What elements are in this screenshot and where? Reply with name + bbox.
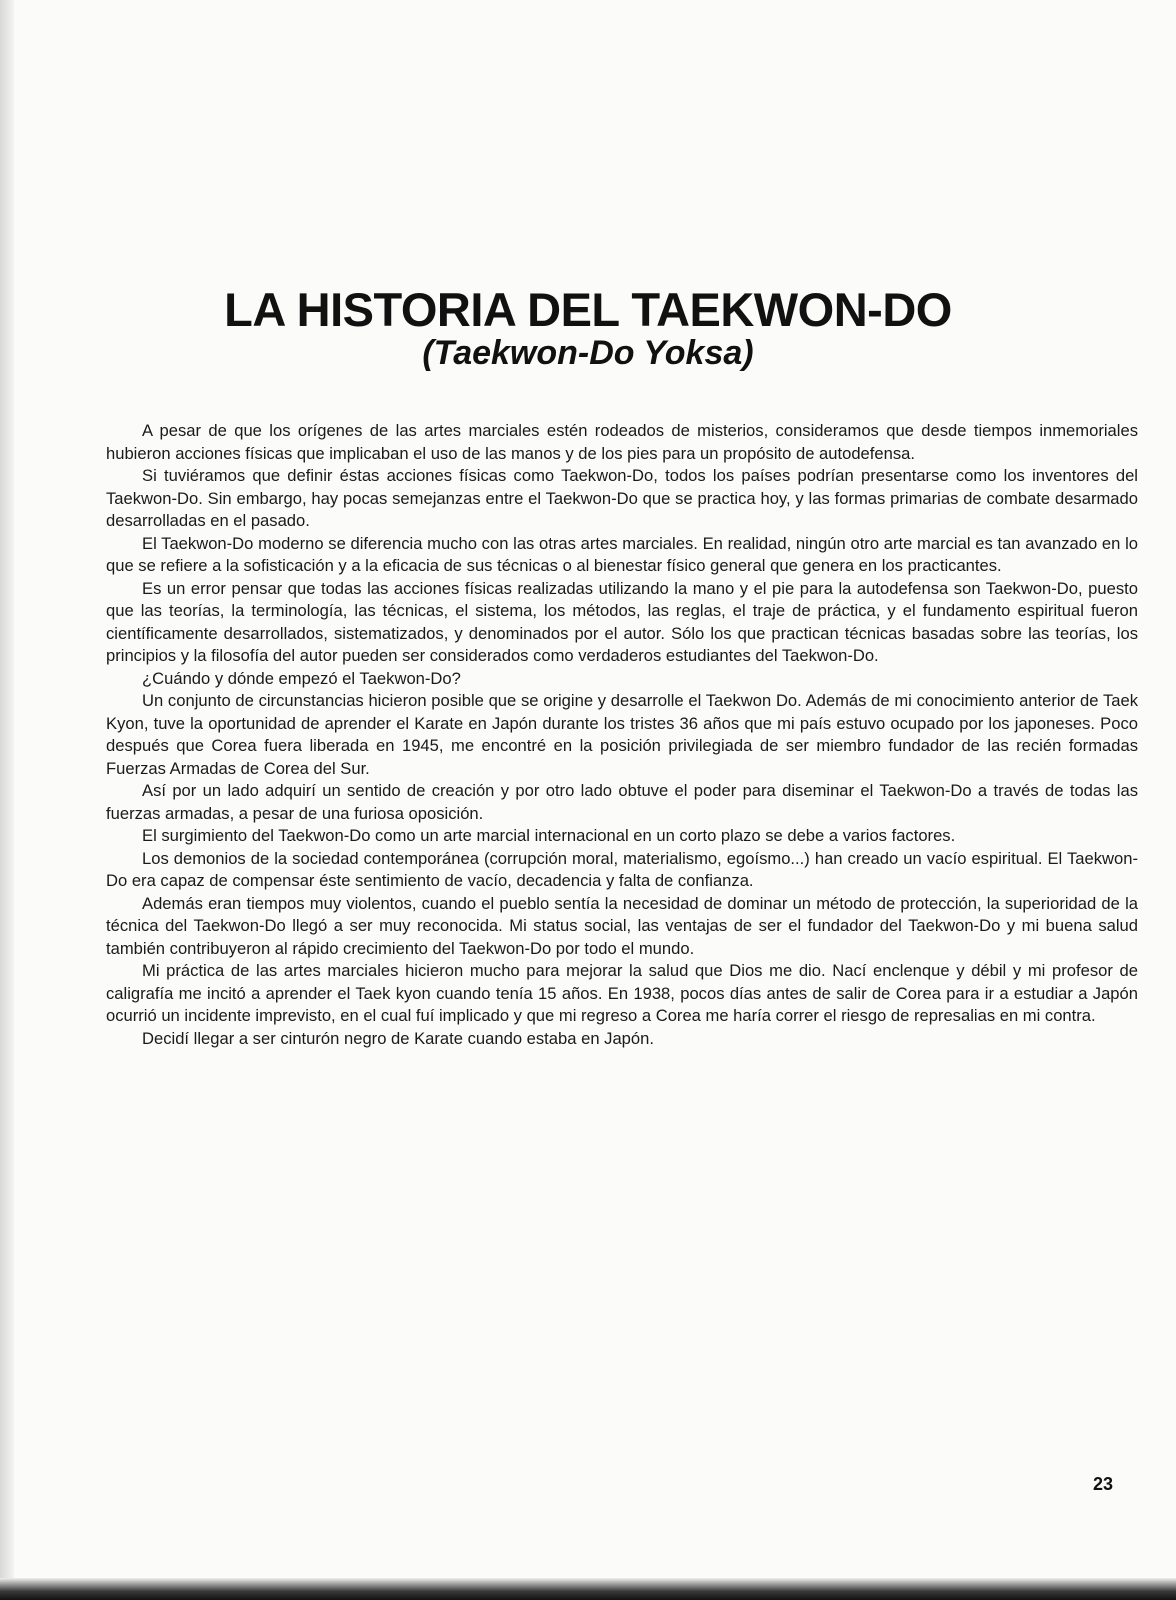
paragraph: Si tuviéramos que definir éstas acciones físicas como Taekwon-Do, todos los países podrían presentarse como los inventores del Taekwon-Do. Sin embargo, hay pocas semejanzas entre el Taekwon-Do que se practica hoy, y las formas primarias de combate desarmado desarrolladas en el pasado. [106, 466, 1138, 530]
paragraph: Los demonios de la sociedad contemporánea (corrupción moral, materialismo, egoísmo...) han creado un vacío espiritual. El Taekwon-Do era capaz de compensar éste sentimiento de vacío, decadencia y falta de confianza. [106, 848, 1138, 890]
paragraph: Un conjunto de circunstancias hicieron posible que se origine y desarrolle el Taekwon Do. Además de mi conocimiento anterior de Taek Kyon, tuve la oportunidad de aprender el Karate en Japón durante los tristes 36 años que mi país estuvo ocupado por los japoneses. Poco después que Corea fuera liberada en 1945, me encontré en la posición privilegiada de ser miembro fundador de las recién formadas Fuerzas Armadas de Corea del Sur. [106, 691, 1138, 778]
page-title: LA HISTORIA DEL TAEKWON-DO [224, 283, 952, 336]
paragraph: Mi práctica de las artes marciales hicieron mucho para mejorar la salud que Dios me dio. Nací enclenque y débil y mi profesor de caligrafía me incitó a aprender el Taek kyon cuando tenía 15 años. En 1938, pocos días antes de salir de Corea para ir a estudiar a Japón ocurrió un incidente imprevisto, en el cual fuí implicado y que mi regreso a Corea me haría correr el riesgo de represalias en mi contra. [106, 961, 1138, 1025]
paragraph: El surgimiento del Taekwon-Do como un arte marcial internacional en un corto plazo se debe a varios factores. [142, 826, 956, 845]
page-subtitle: (Taekwon-Do Yoksa) [422, 334, 754, 372]
paragraph: El Taekwon-Do moderno se diferencia mucho con las otras artes marciales. En realidad, ningún otro arte marcial es tan avanzado en lo que se refiere a la sofisticación y a la eficacia de sus técnicas o al bienestar físico general que genera en los practicantes. [106, 533, 1138, 575]
page-left-edge [0, 0, 14, 1600]
page-bottom-edge [0, 1578, 1176, 1600]
paragraph: Así por un lado adquirí un sentido de creación y por otro lado obtuve el poder para diseminar el Taekwon-Do a través de todas las fuerzas armadas, a pesar de una furiosa oposición. [106, 781, 1138, 823]
page-number: 23 [1092, 1474, 1113, 1494]
paragraph: Además eran tiempos muy violentos, cuando el pueblo sentía la necesidad de dominar un método de protección, la superioridad de la técnica del Taekwon-Do llegó a ser muy reconocida. Mi status social, las ventajas de ser el fundador del Taekwon-Do y mi buena salud también contribuyeron al rápido crecimiento del Taekwon-Do por todo el mundo. [106, 893, 1138, 958]
paragraph: Es un error pensar que todas las acciones físicas realizadas utilizando la mano y el pie para la autodefensa son Taekwon-Do, puesto que las teorías, la terminología, las técnicas, el sistema, los métodos, las reglas, el traje de práctica, y el fundamento espiritual fueron científicamente desarrollados, sistematizados, y denominados por el autor. Sólo los que practican técnicas basadas sobre las teorías, los principios y la filosofía del autor pueden ser considerados como verdaderos estudiantes del Taekwon-Do. [106, 578, 1138, 665]
paragraph: A pesar de que los orígenes de las artes marciales estén rodeados de misterios, consideramos que desde tiempos inmemoriales hubieron acciones físicas que implicaban el uso de las manos y de los pies para un propósito de autodefensa. [106, 421, 1138, 463]
paragraph-question: ¿Cuándo y dónde empezó el Taekwon-Do? [142, 668, 461, 688]
article-body [106, 420, 1138, 1050]
paragraph: Decidí llegar a ser cinturón negro de Karate cuando estaba en Japón. [142, 1028, 654, 1048]
